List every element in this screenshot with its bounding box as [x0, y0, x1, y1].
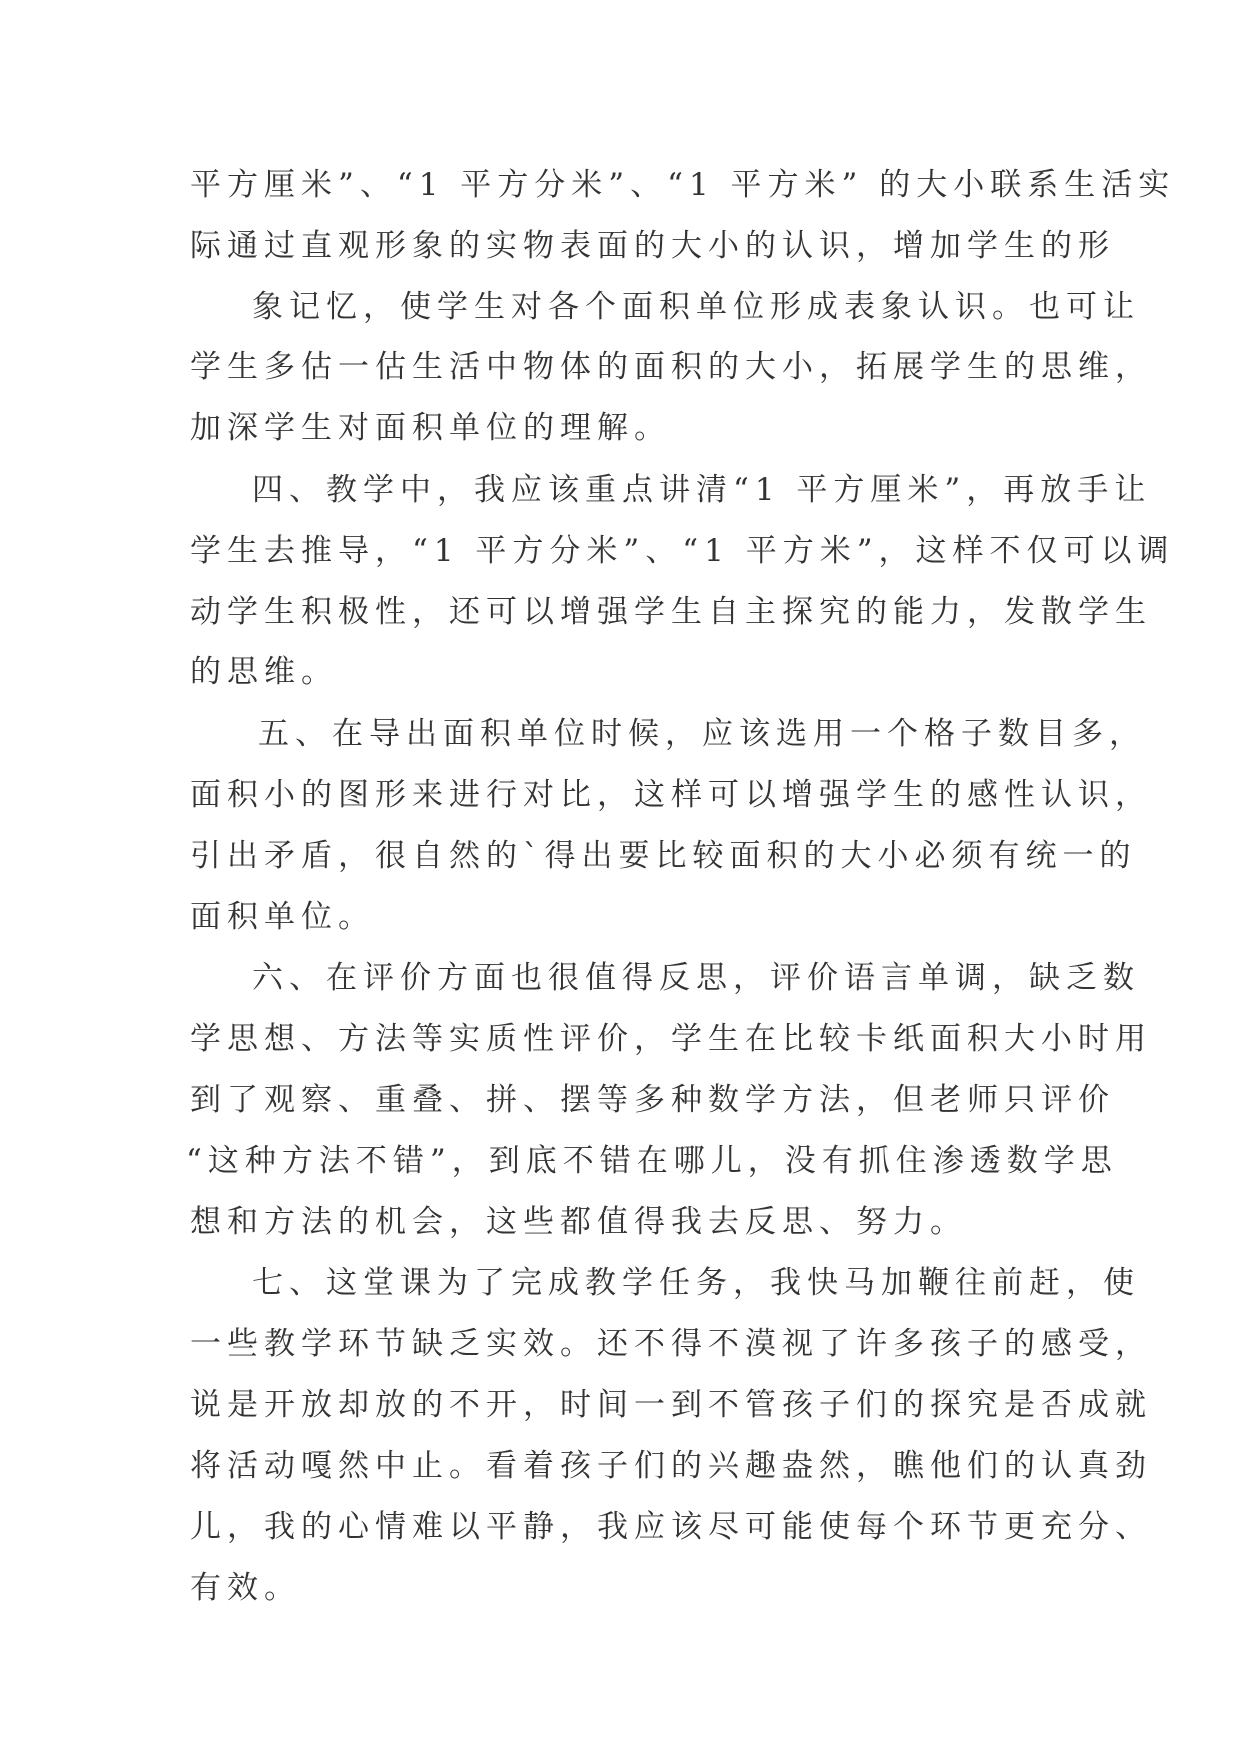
text-line-20: 一些教学环节缺乏实效。还不得不漠视了许多孩子的感受，	[190, 1326, 1152, 1362]
text-line-22: 将活动嘎然中止。看着孩子们的兴趣盎然，瞧他们的认真劲	[190, 1448, 1152, 1484]
text-line-2: 际通过直观形象的实物表面的大小的认识，增加学生的形	[190, 228, 1115, 264]
text-line-14: 六、在评价方面也很值得反思，评价语言单调，缺乏数	[252, 960, 1140, 996]
text-line-15: 学思想、方法等实质性评价，学生在比较卡纸面积大小时用	[190, 1021, 1152, 1057]
text-line-17: “这种方法不错”，到底不错在哪儿，没有抓住渗透数学思	[186, 1143, 1118, 1179]
text-line-5: 加深学生对面积单位的理解。	[190, 410, 671, 446]
text-line-3: 象记忆，使学生对各个面积单位形成表象认识。也可让	[252, 289, 1140, 325]
text-line-4: 学生多估一估生活中物体的面积的大小，拓展学生的思维，	[190, 349, 1152, 385]
text-line-21: 说是开放却放的不开，时间一到不管孩子们的探究是否成就	[190, 1387, 1152, 1423]
text-line-11: 面积小的图形来进行对比，这样可以增强学生的感性认识，	[190, 777, 1152, 813]
text-line-13: 面积单位。	[190, 899, 375, 935]
text-line-23: 儿，我的心情难以平静，我应该尽可能使每个环节更充分、	[190, 1509, 1152, 1545]
text-line-8: 动学生积极性，还可以增强学生自主探究的能力，发散学生	[190, 594, 1152, 630]
text-line-19: 七、这堂课为了完成教学任务，我快马加鞭往前赶，使	[252, 1265, 1140, 1301]
text-line-1: 平方厘米”、“1 平方分米”、“1 平方米” 的大小联系生活实	[190, 167, 1176, 203]
text-line-18: 想和方法的机会，这些都值得我去反思、努力。	[190, 1204, 967, 1240]
text-line-7: 学生去推导，“1 平方分米”、“1 平方米”，这样不仅可以调	[190, 533, 1175, 569]
text-line-16: 到了观察、重叠、拼、摆等多种数学方法，但老师只评价	[190, 1082, 1115, 1118]
text-line-10: 五、在导出面积单位时候，应该选用一个格子数目多，	[258, 716, 1146, 752]
text-line-9: 的思维。	[190, 654, 338, 690]
text-line-6: 四、教学中，我应该重点讲清“1 平方厘米”，再放手让	[252, 472, 1152, 508]
text-line-24: 有效。	[190, 1570, 301, 1606]
text-line-12: 引出矛盾，很自然的`得出要比较面积的大小必须有统一的	[190, 838, 1137, 874]
